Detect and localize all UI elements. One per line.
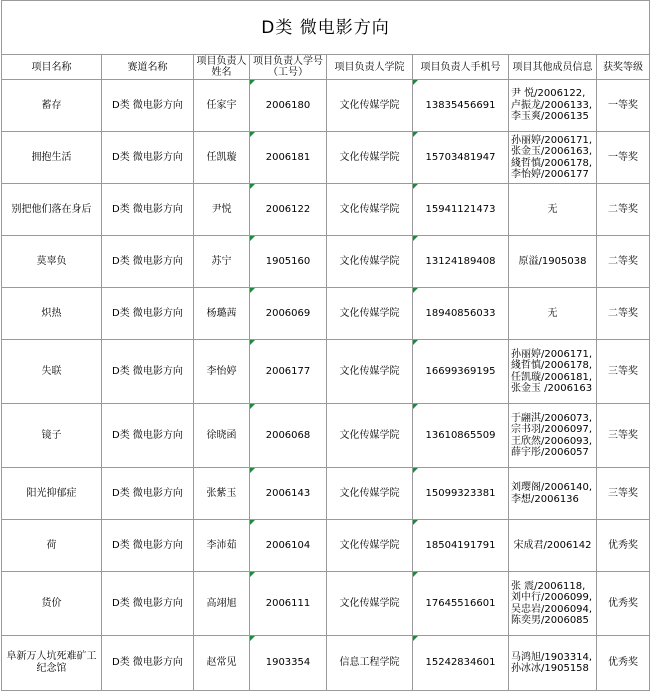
track-cell[interactable]: D类 微电影方向 — [102, 636, 194, 691]
leader-id-cell[interactable] — [250, 184, 327, 236]
project-name-cell[interactable]: 荷 — [2, 520, 102, 572]
member-entry: 原溢/1905038 — [518, 255, 587, 267]
phone-cell[interactable] — [413, 80, 509, 132]
leader-name-cell[interactable]: 任家宇 — [194, 80, 250, 132]
project-name-cell[interactable]: 阳光抑郁症 — [2, 468, 102, 520]
member-entry: 綫哲慎/2006178, — [511, 360, 593, 371]
cell-text: 2006122 — [265, 203, 311, 215]
header-project-name: 项目名称 — [2, 55, 102, 80]
header-track: 赛道名称 — [102, 55, 194, 80]
member-entry: 吴忠岩/2006094, — [511, 603, 593, 615]
cell-text: 2006111 — [265, 597, 311, 609]
members-cell[interactable] — [509, 636, 597, 691]
member-entry: 于翮淇/2006073, — [511, 412, 593, 424]
track-cell[interactable]: D类 微电影方向 — [102, 236, 194, 288]
table-row — [2, 468, 650, 520]
cell-text: 2006180 — [265, 99, 311, 111]
member-entry: 孙丽婷/2006171, — [511, 134, 593, 146]
cell-marker-icon — [413, 468, 418, 473]
leader-id-cell[interactable] — [250, 80, 327, 132]
table-row — [2, 184, 650, 236]
leader-id-cell[interactable] — [250, 468, 327, 520]
cell-marker-icon — [250, 572, 255, 577]
member-entry: 马鸿旭/1903314, — [511, 651, 593, 663]
project-name-cell[interactable]: 莫辜负 — [2, 236, 102, 288]
college-cell[interactable]: 文化传媒学院 — [327, 572, 413, 636]
cell-marker-icon — [250, 636, 255, 641]
track-cell[interactable]: D类 微电影方向 — [102, 132, 194, 184]
cell-marker-icon — [413, 288, 418, 293]
member-entry: 孙冰冰/1905158 — [511, 663, 589, 674]
award-cell[interactable]: 三等奖 — [597, 404, 650, 468]
cell-text: 2006069 — [265, 307, 311, 319]
cell-marker-icon — [413, 572, 418, 577]
header-row — [2, 55, 650, 80]
leader-id-cell[interactable] — [250, 404, 327, 468]
award-cell[interactable]: 优秀奖 — [597, 572, 650, 636]
member-entry: 张 震/2006118, — [511, 580, 586, 592]
cell-marker-icon — [413, 80, 418, 85]
project-name-cell[interactable]: 拥抱生活 — [2, 132, 102, 184]
track-cell[interactable]: D类 微电影方向 — [102, 572, 194, 636]
members-cell[interactable] — [509, 236, 597, 288]
track-cell[interactable]: D类 微电影方向 — [102, 468, 194, 520]
members-cell[interactable] — [509, 572, 597, 636]
member-entry: 綫哲慎/2006178, — [511, 157, 593, 169]
leader-name-cell[interactable]: 张紫玉 — [194, 468, 250, 520]
cell-text: 16699369195 — [425, 365, 496, 377]
track-cell[interactable]: D类 微电影方向 — [102, 184, 194, 236]
table-row — [2, 288, 650, 340]
table-row — [2, 520, 650, 572]
cell-marker-icon — [250, 404, 255, 409]
cell-text: 13610865509 — [425, 429, 496, 441]
track-cell[interactable]: D类 微电影方向 — [102, 80, 194, 132]
leader-id-cell[interactable] — [250, 572, 327, 636]
phone-cell[interactable] — [413, 288, 509, 340]
cell-marker-icon — [250, 288, 255, 293]
college-cell[interactable]: 文化传媒学院 — [327, 288, 413, 340]
cell-marker-icon — [413, 340, 418, 345]
member-entry: 刘中行/2006099, — [511, 592, 593, 603]
phone-cell[interactable] — [413, 236, 509, 288]
cell-text: 2006104 — [265, 539, 311, 551]
table-row — [2, 404, 650, 468]
leader-id-cell[interactable] — [250, 288, 327, 340]
members-cell[interactable] — [509, 340, 597, 404]
award-cell[interactable]: 二等奖 — [597, 184, 650, 236]
college-cell[interactable]: 文化传媒学院 — [327, 520, 413, 572]
leader-id-cell[interactable] — [250, 236, 327, 288]
cell-marker-icon — [250, 520, 255, 525]
member-entry: 薛宇彤/2006057 — [511, 447, 589, 458]
member-entry: 李想/2006136 — [511, 493, 579, 505]
leader-id-cell[interactable] — [250, 636, 327, 691]
cell-text: 18504191791 — [425, 539, 496, 551]
award-cell[interactable]: 一等奖 — [597, 80, 650, 132]
members-cell[interactable] — [509, 288, 597, 340]
project-name-cell[interactable]: 阜新万人坑死难矿工纪念馆 — [2, 636, 102, 691]
members-cell[interactable] — [509, 80, 597, 132]
cell-marker-icon — [413, 184, 418, 189]
college-cell[interactable]: 文化传媒学院 — [327, 184, 413, 236]
table-title: D类 微电影方向 — [2, 1, 650, 55]
cell-text: 15941121473 — [425, 203, 496, 215]
project-name-cell[interactable]: 炽热 — [2, 288, 102, 340]
phone-cell[interactable] — [413, 340, 509, 404]
member-entry: 张金玉/2006163, — [511, 146, 593, 157]
leader-name-cell[interactable]: 尹悦 — [194, 184, 250, 236]
college-cell[interactable]: 文化传媒学院 — [327, 468, 413, 520]
leader-name-cell[interactable]: 高翊旭 — [194, 572, 250, 636]
cell-marker-icon — [250, 132, 255, 137]
cell-marker-icon — [250, 236, 255, 241]
table-row — [2, 132, 650, 184]
cell-marker-icon — [250, 468, 255, 473]
track-cell[interactable]: D类 微电影方向 — [102, 288, 194, 340]
cell-text: 15703481947 — [425, 151, 496, 163]
phone-cell[interactable] — [413, 468, 509, 520]
phone-cell[interactable] — [413, 636, 509, 691]
project-name-cell[interactable]: 别把他们落在身后 — [2, 184, 102, 236]
member-entry: 卢振龙/2006133, — [511, 99, 593, 111]
header-award: 获奖等级 — [597, 55, 650, 80]
leader-name-cell[interactable]: 苏宁 — [194, 236, 250, 288]
header-leader-name: 项目负责人姓名 — [194, 55, 250, 80]
college-cell[interactable]: 文化传媒学院 — [327, 236, 413, 288]
cell-marker-icon — [413, 404, 418, 409]
cell-marker-icon — [250, 80, 255, 85]
members-cell[interactable] — [509, 520, 597, 572]
member-entry: 尹 悦/2006122, — [511, 88, 586, 100]
award-cell[interactable]: 一等奖 — [597, 132, 650, 184]
table-row — [2, 636, 650, 691]
project-name-cell[interactable]: 货价 — [2, 572, 102, 636]
cell-marker-icon — [250, 340, 255, 345]
leader-id-cell[interactable] — [250, 340, 327, 404]
leader-id-cell[interactable] — [250, 132, 327, 184]
member-entry: 李怡婷/2006177 — [511, 169, 589, 180]
leader-name-cell[interactable]: 任凯璇 — [194, 132, 250, 184]
member-entry: 张金玉 /2006163 — [511, 383, 593, 394]
cell-text: 1903354 — [265, 657, 311, 668]
member-entry: 无 — [547, 307, 558, 319]
member-entry: 宋成君/2006142 — [513, 539, 592, 551]
cell-text: 2006177 — [265, 365, 311, 377]
phone-cell[interactable] — [413, 132, 509, 184]
award-cell[interactable]: 二等奖 — [597, 236, 650, 288]
track-cell[interactable]: D类 微电影方向 — [102, 340, 194, 404]
cell-marker-icon — [413, 132, 418, 137]
member-entry: 刘璎阁/2006140, — [511, 482, 593, 493]
cell-text: 2006181 — [265, 151, 311, 163]
cell-text: 15242834601 — [425, 657, 496, 668]
award-cell[interactable]: 二等奖 — [597, 288, 650, 340]
award-table — [1, 0, 650, 691]
member-entry: 宗书羽/2006097, — [511, 424, 593, 435]
leader-name-cell[interactable]: 徐晓函 — [194, 404, 250, 468]
cell-text: 17645516601 — [425, 597, 496, 609]
cell-text: 15099323381 — [425, 487, 496, 499]
phone-cell[interactable] — [413, 520, 509, 572]
phone-cell[interactable] — [413, 572, 509, 636]
cell-text: 13124189408 — [425, 255, 496, 267]
college-cell[interactable]: 文化传媒学院 — [327, 404, 413, 468]
leader-id-cell[interactable] — [250, 520, 327, 572]
track-cell[interactable]: D类 微电影方向 — [102, 404, 194, 468]
award-cell[interactable]: 三等奖 — [597, 468, 650, 520]
cell-text: 2006143 — [265, 487, 311, 499]
project-name-cell[interactable]: 镜子 — [2, 404, 102, 468]
college-cell[interactable]: 文化传媒学院 — [327, 340, 413, 404]
members-cell[interactable] — [509, 468, 597, 520]
members-cell[interactable] — [509, 184, 597, 236]
header-leader-college: 项目负责人学院 — [327, 55, 413, 80]
cell-text: 2006068 — [265, 429, 311, 441]
table-row — [2, 340, 650, 404]
college-cell[interactable]: 信息工程学院 — [327, 636, 413, 691]
cell-text: 18940856033 — [425, 307, 496, 319]
cell-marker-icon — [413, 236, 418, 241]
leader-name-cell[interactable]: 赵常见 — [194, 636, 250, 691]
project-name-cell[interactable]: 失联 — [2, 340, 102, 404]
table-row — [2, 236, 650, 288]
award-cell[interactable]: 三等奖 — [597, 340, 650, 404]
member-entry: 孙丽婷/2006171, — [511, 348, 593, 360]
phone-cell[interactable] — [413, 404, 509, 468]
member-entry: 陈奕男/2006085 — [511, 615, 589, 626]
award-cell[interactable]: 优秀奖 — [597, 520, 650, 572]
header-members: 项目其他成员信息 — [509, 55, 597, 80]
college-cell[interactable]: 文化传媒学院 — [327, 80, 413, 132]
member-entry: 任凯璇/2006181, — [511, 371, 593, 383]
member-entry: 李玉爽/2006135 — [511, 111, 589, 123]
phone-cell[interactable] — [413, 184, 509, 236]
leader-name-cell[interactable]: 杨璐茜 — [194, 288, 250, 340]
members-cell[interactable] — [509, 132, 597, 184]
cell-marker-icon — [250, 184, 255, 189]
cell-marker-icon — [413, 520, 418, 525]
track-cell[interactable]: D类 微电影方向 — [102, 520, 194, 572]
table-row — [2, 572, 650, 636]
leader-name-cell[interactable]: 李怡婷 — [194, 340, 250, 404]
cell-marker-icon — [413, 636, 418, 641]
table-body — [2, 80, 650, 691]
college-cell[interactable]: 文化传媒学院 — [327, 132, 413, 184]
member-entry: 王欣然/2006093, — [511, 435, 593, 447]
table-row — [2, 80, 650, 132]
cell-text: 1905160 — [265, 255, 311, 267]
project-name-cell[interactable]: 蓄存 — [2, 80, 102, 132]
member-entry: 无 — [547, 203, 558, 215]
award-cell[interactable]: 优秀奖 — [597, 636, 650, 691]
header-leader-id: 项目负责人学号（工号） — [250, 55, 327, 80]
leader-name-cell[interactable]: 李沛茹 — [194, 520, 250, 572]
header-leader-phone: 项目负责人手机号 — [413, 55, 509, 80]
members-cell[interactable] — [509, 404, 597, 468]
cell-text: 13835456691 — [425, 99, 496, 111]
